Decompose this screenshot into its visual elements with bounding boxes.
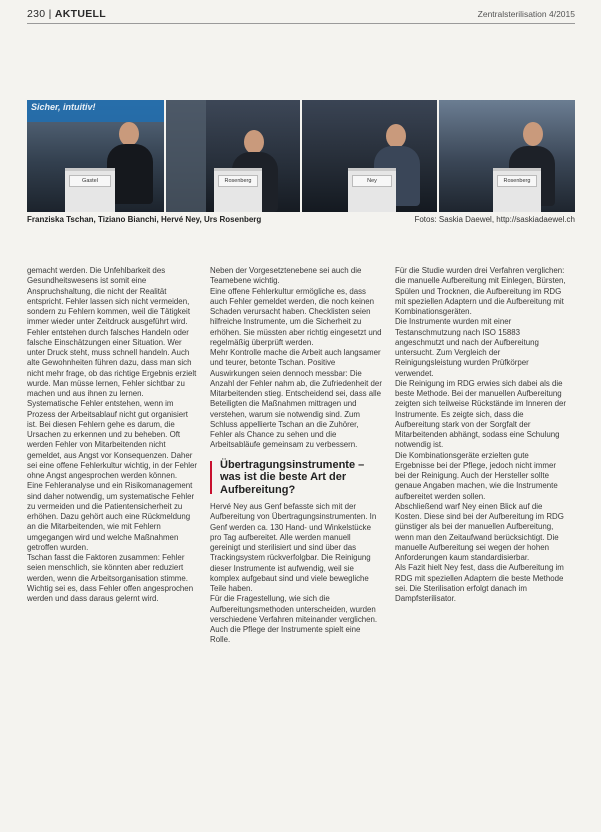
photo-speaker-1 xyxy=(27,100,164,212)
paragraph: Die Instrumente wurden mit einer Testanschmutzung nach ISO 15883 angeschmutzt und nach der Aufbereitung untersucht. Zum Vergleich der Reinigungsleistung wurden Prüfkörper verwendet. xyxy=(395,317,539,378)
paragraph: Systematische Fehler entstehen, wenn im Prozess der Arbeitsablauf nicht gut organisiert ist. Bei diesen Fehlern gehe es darum, die Ursachen zu erkennen und zu beheben. Oft werden Fehler von Mitarbeitenden nicht gemeldet, aus Angst vor Konsequenzen. Daher sei eine offene Fehlerkultur wichtig, in der Fehler ohne Angst angesprochen werden können. xyxy=(27,399,198,480)
lectern xyxy=(65,168,115,212)
lectern-label: Ney xyxy=(352,175,392,187)
page-section-label: 230 | AKTUELL xyxy=(27,8,106,20)
paragraph: Hervé Ney aus Genf befasste sich mit der Aufbereitung von Übertragungsinstrumenten. In Genf werden ca. 130 Hand- und Winkelstücke pro Tag aufbereitet. Alle werden manuell gereinigt und sterilisiert und sind über das Trackingsystem rückverfolgbar. Die Reinigung dieser Instrumente ist aufwendig, weil sie komplex aufgebaut sind und viele bewegliche Teile haben. xyxy=(210,502,377,593)
paragraph: Für die Studie wurden drei Verfahren verglichen: die manuelle Aufbereitung mit Einlegen, Bürsten, Spülen und Trocknen, die Aufbereitung im RDG mit speziellen Adaptern und die Aufbereitung mit Kombinationsgeräten. xyxy=(395,266,566,316)
paragraph: Eine Fehleranalyse und ein Risikomanagement sind daher notwendig, um systematische Fehler zu vermeiden und die Patientensicherheit zu erhöhen. Dazu gehört auch eine Rückmeldung an die Mitarbeitenden, wie mit Fehlern umgegangen wird und welche Maßnahmen getroffen wurden. xyxy=(27,481,195,552)
speaker-head xyxy=(386,124,406,148)
photo-caption xyxy=(27,215,575,227)
photo-speaker-3 xyxy=(302,100,437,212)
photo-speaker-4 xyxy=(439,100,575,212)
journal-name: Zentralsterilisation 4/2015 xyxy=(477,9,575,19)
paragraph: Fehler entstehen durch falsches Handeln oder falsche Einschätzungen einer Situation. Wer unter Druck steht, muss schnell handeln. Auch alte Gewohnheiten führen dazu, dass man sich nicht mehr frage, ob das richtige Ergebnis erzielt wurde. Man müsse lernen, Fehler sichtbar zu machen und aus ihnen zu lernen. xyxy=(27,327,197,398)
paragraph: Die Reinigung im RDG erwies sich dabei als die beste Methode. Bei der manuellen Aufbereitung zeigten sich teilweise Rückstände im Inneren der Instrumente. Es zeigte sich, dass die Aufbereitung stark von der Sorgfalt der Mitarbeitenden abhängt, sodass eine Schulung notwendig ist. xyxy=(395,378,567,450)
paragraph: Neben der Vorgesetztenebene sei auch die Teamebene wichtig. xyxy=(210,266,362,286)
banner-text: Sicher, intuitiv! xyxy=(31,102,96,112)
paragraph: Eine offene Fehlerkultur ermögliche es, dass auch Fehler gemeldet werden, die noch keinen Schaden verursacht haben. Checklisten seien hilfreiche Instrumente, um die Sicherheit zu erhöhen. Sie müssten aber richtig eingesetzt und regelmäßig überprüft werden. xyxy=(210,286,382,347)
text-column-1 xyxy=(27,266,199,604)
paragraph: Die Kombinationsgeräte erzielten gute Ergebnisse bei der Pflege, jedoch nicht immer bei der Reinigung. Auch der Hersteller sollte genaue Angaben machen, wie die Instrumente aufbereitet werden sollen. xyxy=(395,450,558,501)
lectern xyxy=(348,168,396,212)
page-header xyxy=(27,8,575,24)
lectern-label: Gastel xyxy=(69,175,111,187)
paragraph: gemacht werden. Die Unfehlbarkeit des Gesundheitswesens ist somit eine Anspruchshaltung, die nicht der Realität entspricht. Fehler lassen sich nicht vermeiden, sondern zu Fehlern kommen, weil die Tätigkeit immer wieder unter Zeitdruck ausgeführt wird. xyxy=(27,266,191,327)
speaker-head xyxy=(119,122,139,146)
caption-names: Franziska Tschan, Tiziano Bianchi, Hervé Ney, Urs Rosenberg xyxy=(27,215,262,224)
paragraph: Abschließend warf Ney einen Blick auf die Kosten. Diese sind bei der Aufbereitung im RDG günstiger als bei der manuellen Aufbereitung, wenn man den Zeitaufwand berücksichtigt. Die manuelle Aufbereitung sei wegen der hohen Anforderungen kaum standardisierbar. xyxy=(395,501,564,562)
lectern-label: Rosenberg xyxy=(218,175,258,187)
caption-credit: Fotos: Saskia Daewel, http://saskiadaewel.ch xyxy=(414,215,575,224)
photo-speaker-2 xyxy=(166,100,300,212)
section-name: AKTUELL xyxy=(54,8,106,20)
text-column-3 xyxy=(395,266,567,604)
section-subheading: Übertragungsinstrumente – was ist die beste Art der Aufbereitung? xyxy=(210,459,382,497)
lectern xyxy=(493,168,541,212)
page-number: 230 xyxy=(27,8,46,20)
paragraph: Für die Fragestellung, wie sich die Aufbereitungsmethoden unterscheiden, wurden verschiedene Verfahren miteinander verglichen. Auch die Pflege der Instrumente spielt eine Rolle. xyxy=(210,594,378,645)
lectern xyxy=(214,168,262,212)
lectern-label: Rosenberg xyxy=(497,175,537,187)
background-screen xyxy=(166,100,206,212)
photo-strip xyxy=(27,100,575,212)
paragraph: Tschan fasst die Faktoren zusammen: Fehler seien menschlich, sie könnten aber reduziert werden, wenn die Arbeitsorganisation stimme. Wichtig sei es, dass Fehler offen angesprochen werden und dass daraus gelernt wird. xyxy=(27,553,194,603)
speaker-head xyxy=(244,130,264,154)
text-column-2 xyxy=(210,266,382,646)
speaker-head xyxy=(523,122,543,146)
paragraph: Mehr Kontrolle mache die Arbeit auch langsamer und teurer, betonte Tschan. Positive Auswirkungen seien dennoch messbar: Die Anzahl der Fehler nahm ab, die Zufriedenheit der Mitarbeitenden stieg. Entscheidend sei, dass alle Beteiligten die Maßnahmen mittragen und verstehen, warum sie notwendig sind. Zum Schluss appellierte Tschan an die Zuhörer, Fehler als Chance zu sehen und die Arbeitsabläufe gemeinsam zu verbessern. xyxy=(210,348,382,450)
paragraph: Als Fazit hielt Ney fest, dass die Aufbereitung im RDG mit speziellen Adaptern die beste Methode sei. Die Sterilisation erfolgt danach im Dampfsterilisator. xyxy=(395,563,564,603)
